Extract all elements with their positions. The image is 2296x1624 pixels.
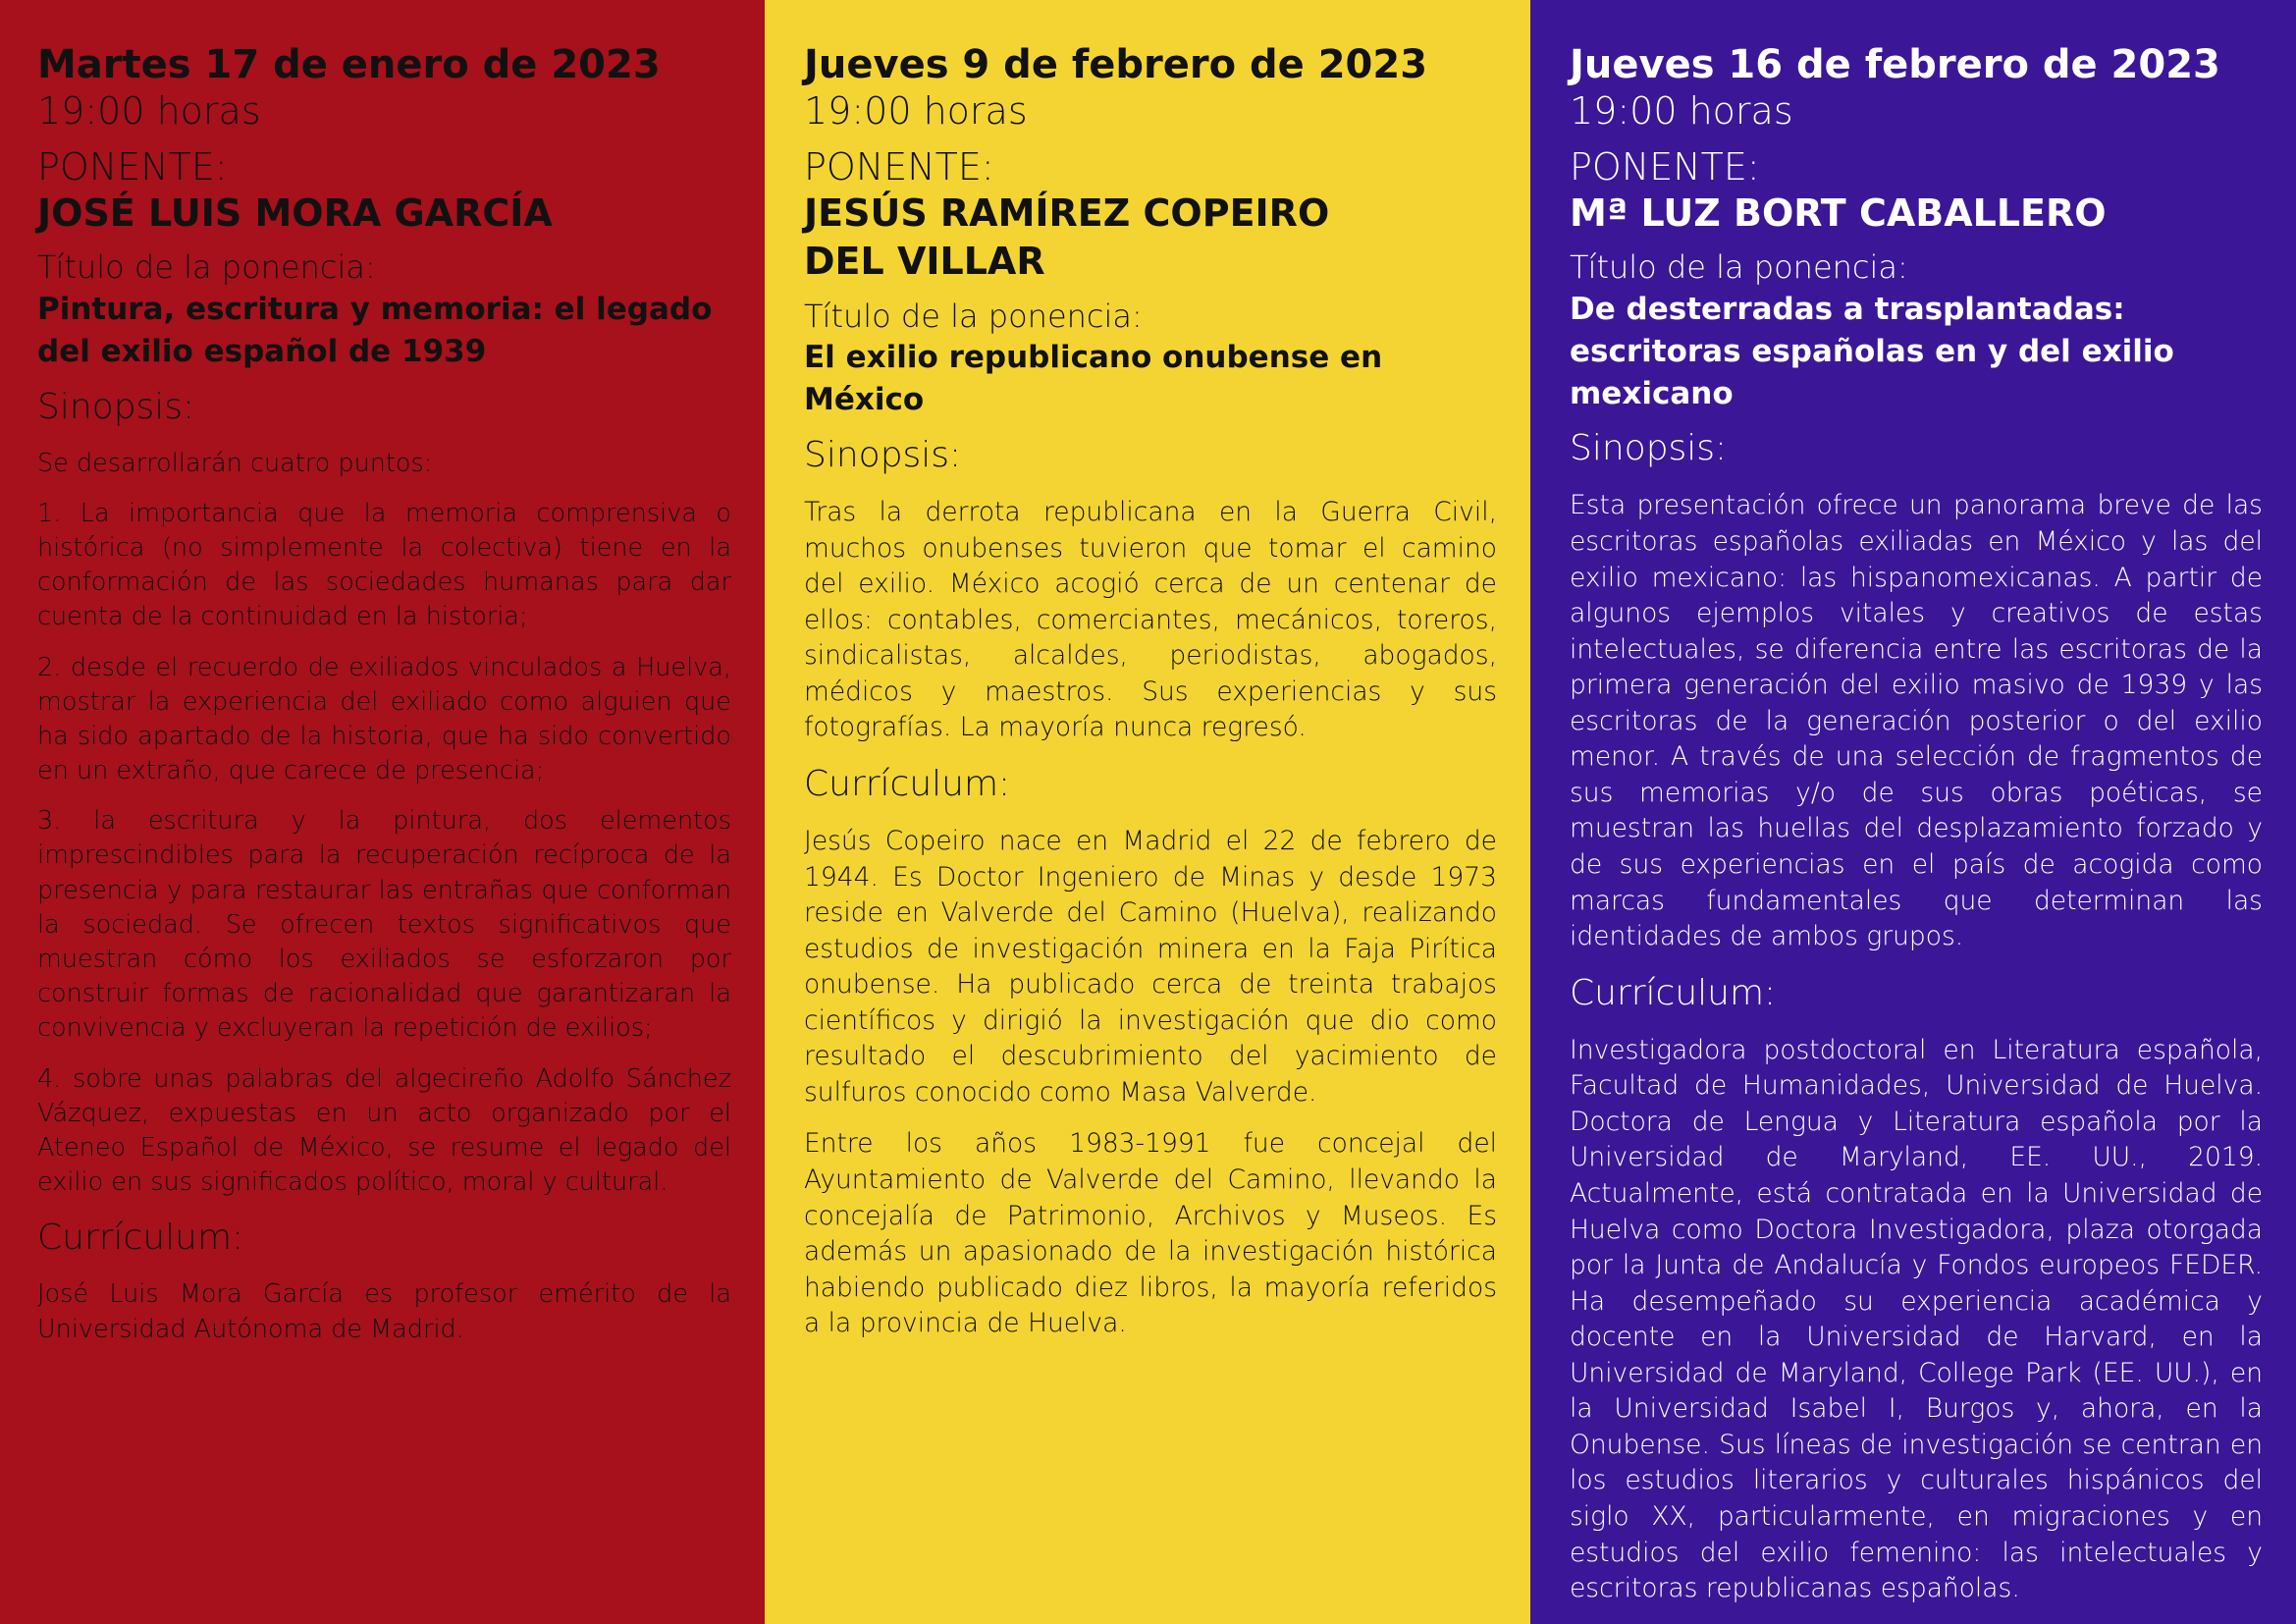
session-column-2 (765, 0, 1530, 1624)
talk-title-label: Título de la ponencia: (37, 248, 376, 287)
session-date: Jueves 16 de febrero de 2023 (1570, 42, 2220, 87)
speaker-name: Mª LUZ BORT CABALLERO (1570, 191, 2107, 236)
session-column-3 (1530, 0, 2296, 1624)
cv-heading: Currículum: (37, 1218, 244, 1259)
session-time: 19:00 horas (1570, 89, 1793, 133)
talk-title: De desterradas a trasplantadas: escritoras españolas en y del exilio mexicano (1570, 292, 2174, 411)
speaker-name: JOSÉ LUIS MORA GARCÍA (37, 191, 553, 236)
session-time: 19:00 horas (37, 89, 261, 133)
synopsis-heading: Sinopsis: (37, 386, 195, 427)
speaker-label: PONENTE: (37, 144, 228, 189)
cv-paragraph: Investigadora postdoctoral en Literatura española, Facultad de Humanidades, Universidad de Huelva. Doctora de Lengua y Literatura española por la Universidad de Maryland, EE. UU., 2019. Actualmente, está contratada en la Universidad de Huelva como Doctora Investigadora, plaza otorgada por la Junta de Andalucía y Fondos europeos FEDER. Ha desempeñado su experiencia académica y docente en la Universidad de Harvard, en la Universidad de Maryland, College Park (EE. UU.), en la Universidad Isabel I, Burgos y, ahora, en la Onubense. Sus líneas de investigación se centran en los estudios literarios y culturales hispánicos del siglo XX, particularmente, en migraciones y en estudios del exilio femenino: las intelectuales y escritoras republicanas españolas. (1570, 1034, 2263, 1604)
session-date: Jueves 9 de febrero de 2023 (804, 42, 1428, 87)
synopsis-paragraph: 2. desde el recuerdo de exiliados vinculados a Huelva, mostrar la experiencia del exiliado como alguien que ha sido apartado de la historia, que ha sido convertido en un extraño, que carece de presencia; (37, 652, 731, 786)
talk-title: Pintura, escritura y memoria: el legado del exilio español de 1939 (37, 292, 713, 369)
synopsis-paragraph: 1. La importancia que la memoria comprensiva o histórica (no simplemente la colectiva) tiene en la conformación de las sociedades humanas para dar cuenta de la continuidad en la historia; (37, 498, 731, 632)
synopsis-heading: Sinopsis: (1570, 428, 1728, 469)
session-column-1 (0, 0, 765, 1624)
talk-title: El exilio republicano onubense en México (804, 340, 1383, 418)
cv-heading: Currículum: (804, 763, 1011, 804)
session-date: Martes 17 de enero de 2023 (37, 42, 661, 87)
cv-heading: Currículum: (1570, 972, 1777, 1013)
session-time: 19:00 horas (804, 89, 1028, 133)
cv-paragraph: José Luis Mora García es profesor emérito de la Universidad Autónoma de Madrid. (37, 1279, 731, 1344)
cv-paragraph: Entre los años 1983-1991 fue concejal del Ayuntamiento de Valverde del Camino, llevando la concejalía de Patrimonio, Archivos y Museos. Es además un apasionado de la investigación histórica habiendo publicado diez libros, la mayoría referidos a la provincia de Huelva. (804, 1128, 1497, 1339)
synopsis-paragraph: Se desarrollarán cuatro puntos: (37, 448, 433, 478)
talk-title-label: Título de la ponencia: (1570, 248, 1908, 287)
cv-paragraph: Jesús Copeiro nace en Madrid el 22 de febrero de 1944. Es Doctor Ingeniero de Minas y desde 1973 reside en Valverde del Camino (Huelva), realizando estudios de investigación minera en la Faja Pirítica onubense. Ha publicado cerca de treinta trabajos científicos y dirigió la investigación que dio como resultado el descubrimiento del yacimiento de sulfuros conocido como Masa Valverde. (804, 825, 1497, 1108)
talk-title-label: Título de la ponencia: (804, 297, 1143, 335)
synopsis-paragraph: Esta presentación ofrece un panorama breve de las escritoras españolas exiliadas en México y las del exilio mexicano: las hispanomexicanas. A partir de algunos ejemplos vitales y creativos de estas intelectuales, se diferencia entre las escritoras de la primera generación del exilio masivo de 1939 y las escritoras de la generación posterior o del exilio menor. A través de una selección de fragmentos de sus memorias y/o de sus obras poéticas, se muestran las huellas del desplazamiento forzado y de sus experiencias en el país de acogida como marcas fundamentales que determinan las identidades de ambos grupos. (1570, 490, 2263, 952)
speaker-label: PONENTE: (804, 144, 994, 189)
synopsis-paragraph: 4. sobre unas palabras del algecireño Adolfo Sánchez Vázquez, expuestas en un acto organizado por el Ateneo Español de México, se resume el legado del exilio en sus significados político, moral y cultural. (37, 1063, 731, 1198)
synopsis-heading: Sinopsis: (804, 435, 962, 475)
synopsis-paragraph: Tras la derrota republicana en la Guerra Civil, muchos onubenses tuvieron que tomar el camino del exilio. México acogió cerca de un centenar de ellos: contables, comerciantes, mecánicos, toreros, sindicalistas, alcaldes, periodistas, abogados, médicos y maestros. Sus experiencias y sus fotografías. La mayoría nunca regresó. (804, 497, 1497, 743)
synopsis-paragraph: 3. la escritura y la pintura, dos elementos imprescindibles para la recuperación recíproca de la presencia y para restaurar las entrañas que conforman la sociedad. Se ofrecen textos significativos que muestran cómo los exiliados se esforzaron por construir formas de racionalidad que garantizaran la convivencia y excluyeran la repetición de exilios; (37, 806, 731, 1044)
speaker-name: JESÚS RAMÍREZ COPEIRO DEL VILLAR (804, 191, 1330, 284)
speaker-label: PONENTE: (1570, 144, 1760, 189)
